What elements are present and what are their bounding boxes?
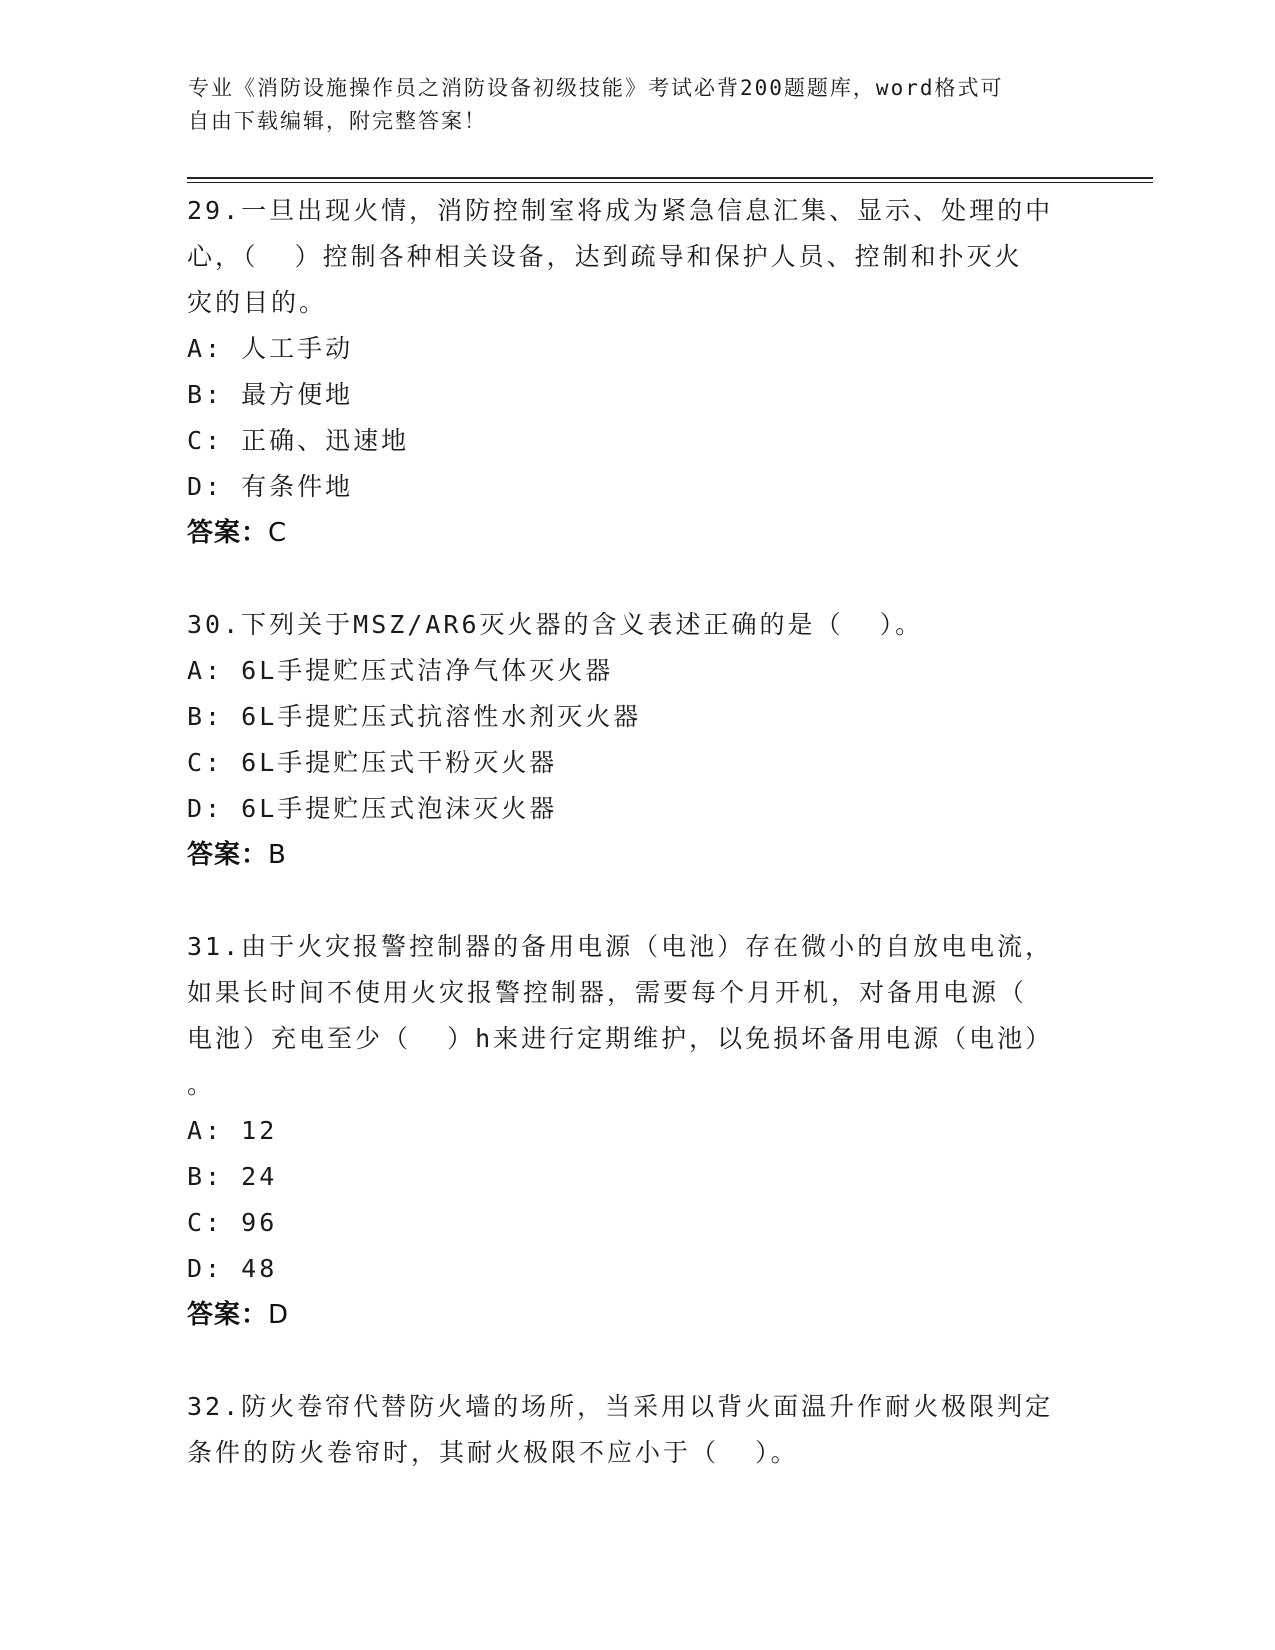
header-line-1: 专业《消防设施操作员之消防设备初级技能》考试必背200题题库，word格式可: [188, 76, 1004, 100]
question-stem: 29.一旦出现火情，消防控制室将成为紧急信息汇集、显示、处理的中: [187, 196, 1054, 225]
question-stem: 31.由于火灾报警控制器的备用电源（电池）存在微小的自放电电流，: [187, 932, 1054, 961]
option-a: A: 人工手动: [187, 334, 354, 363]
answer-label: 答案：: [187, 840, 269, 870]
answer-line: [187, 832, 1087, 878]
option-b: B: 24: [187, 1162, 278, 1191]
answer-value: B: [268, 840, 287, 870]
question-stem: 30.下列关于MSZ/AR6灭火器的含义表述正确的是（ ）。: [187, 610, 924, 639]
option-b: B: 最方便地: [187, 380, 354, 409]
header-divider-thick: [187, 177, 1153, 179]
document-header: [188, 72, 1088, 138]
question-stem: 电池）充电至少（ ）h来进行定期维护，以免损坏备用电源（电池）: [187, 1024, 1054, 1053]
answer-label: 答案：: [187, 1300, 269, 1330]
question-stem: 心，（ ）控制各种相关设备，达到疏导和保护人员、控制和扑灭火: [187, 242, 1023, 271]
question-stem: 灾的目的。: [187, 288, 328, 317]
header-line-2: 自由下载编辑，附完整答案！: [188, 109, 487, 133]
question-list: [187, 188, 1087, 1522]
question-stem: 如果长时间不使用火灾报警控制器，需要每个月开机，对备用电源（: [187, 978, 1028, 1007]
header-divider-thin: [187, 182, 1153, 183]
question-30: [187, 602, 1087, 878]
question-stem: 条件的防火卷帘时，其耐火极限不应小于（ ）。: [187, 1438, 799, 1467]
answer-value: C: [268, 518, 288, 548]
question-29: [187, 188, 1087, 556]
option-c: C: 正确、迅速地: [187, 426, 410, 455]
question-stem: 32.防火卷帘代替防火墙的场所，当采用以背火面温升作耐火极限判定: [187, 1392, 1054, 1421]
option-d: D: 有条件地: [187, 472, 354, 501]
option-c: C: 6L手提贮压式干粉灭火器: [187, 748, 558, 777]
question-31: [187, 924, 1087, 1338]
answer-line: [187, 1292, 1087, 1338]
option-d: D: 6L手提贮压式泡沫灭火器: [187, 794, 558, 823]
question-32: [187, 1384, 1087, 1476]
answer-line: [187, 510, 1087, 556]
option-c: C: 96: [187, 1208, 278, 1237]
answer-value: D: [268, 1300, 290, 1330]
option-a: A: 12: [187, 1116, 278, 1145]
option-a: A: 6L手提贮压式洁净气体灭火器: [187, 656, 614, 685]
answer-label: 答案：: [187, 518, 269, 548]
option-d: D: 48: [187, 1254, 278, 1283]
question-stem: 。: [187, 1070, 216, 1099]
option-b: B: 6L手提贮压式抗溶性水剂灭火器: [187, 702, 642, 731]
